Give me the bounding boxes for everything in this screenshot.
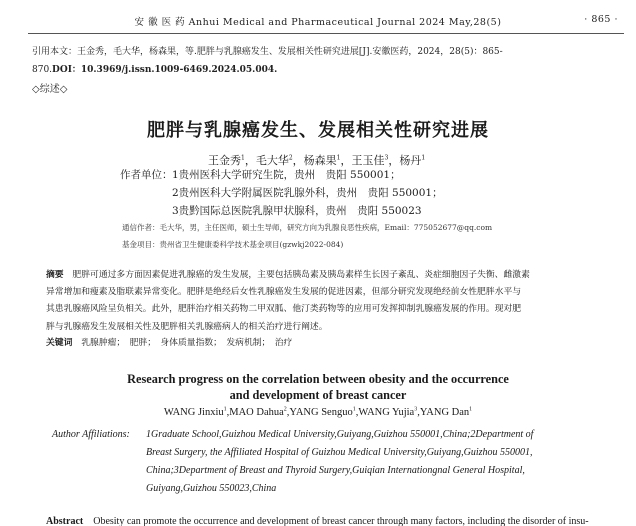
citation-doi[interactable]: DOI：10.3969/j.issn.1009-6469.2024.05.004.: [52, 65, 278, 75]
author-en: MAO Dahua$^2$: [229, 406, 287, 418]
citation-pages-end: 870.: [32, 65, 53, 75]
affiliations-label: Author Affiliations:: [52, 429, 130, 440]
authors-english: WANG Jinxiu$^1$,MAO Dahua$^2$,YANG Senguo$^1$,WANG Yujia$^3$,YANG Dan$^1$: [163, 406, 473, 418]
abstract-en-text: Obesity can promote the occurrence and development of breast cancer through many factors, including the disorder of insu-: [93, 516, 589, 526]
affiliation-line-4: Guiyang,Guizhou 550023,China: [146, 483, 277, 494]
author-cn: 王金秀$^1$: [208, 154, 245, 167]
author-en: WANG Jinxiu$^1$: [163, 406, 227, 418]
author-cn: 杨丹$^1$: [399, 154, 426, 167]
abstract-en-label: Abstract: [46, 516, 84, 526]
abstract-cn-line: 异常增加和瘦素及脂联素异常变化。肥胖是绝经后女性乳腺癌发生发展的促进因素，但部分研究发现绝经前女性肥胖水平与: [46, 287, 522, 298]
correspondence: 通信作者：毛大华，男，主任医师，硕士生导师，研究方向为乳腺良恶性疾病，Email：775052677@qq.com: [122, 223, 493, 232]
citation-line-2: [32, 62, 277, 75]
author-en: YANG Senguo$^1$: [289, 406, 356, 418]
header-rule: [28, 33, 624, 34]
keywords-chinese: [46, 335, 292, 348]
affiliation-line-2: Breast Surgery, the Affiliated Hospital of Guizhou Medical University,Guiyang,Guizhou 550001,: [146, 447, 533, 458]
title-english-line-2: and development of breast cancer: [229, 388, 407, 402]
abstract-cn-label: 摘要: [46, 270, 64, 280]
abstract-cn-line: 胖与乳腺癌发生发展相关性及肥胖相关乳腺癌病人的相关治疗进行阐述。: [46, 321, 328, 332]
author-en: YANG Dan$^1$: [419, 406, 473, 418]
affiliation-line-3: China;3Department of Breast and Thyroid Surgery,Guiqian Internationgnal General Hospital,: [146, 465, 525, 476]
section-tag: ◇综述◇: [32, 84, 68, 95]
author-cn: 毛大华$^2$: [255, 154, 293, 167]
unit-line-1: 1贵州医科大学研究生院，贵州 贵阳 550001；: [172, 169, 401, 181]
units-label: 作者单位：: [120, 169, 173, 181]
abstract-english: [46, 512, 589, 526]
affiliation-line-1: 1Graduate School,Guizhou Medical University,Guiyang,Guizhou 550001,China;2Department of: [146, 429, 534, 440]
unit-line-3: 3贵黔国际总医院乳腺甲状腺科，贵州 贵阳 550023: [172, 205, 422, 217]
abstract-chinese: [46, 267, 606, 336]
abstract-cn-line: 摘要 肥胖可通过多方面因素促进乳腺癌的发生发展，主要包括胰岛素及胰岛素样生长因子紊乱、炎症细胞因子失衡、雌激素: [46, 270, 530, 280]
keywords-cn-items: 乳腺肿瘤； 肥胖； 身体质量指数； 发病机制； 治疗: [81, 338, 293, 348]
citation-line-1: 引用本文：王金秀，毛大华，杨森果，等.肥胖与乳腺癌发生、发展相关性研究进展[J].安徽医药，2024，28(5)：865-: [32, 47, 503, 57]
title-english-line-1: Research progress on the correlation between obesity and the occurrence: [127, 372, 509, 386]
title-chinese: 肥胖与乳腺癌发生、发展相关性研究进展: [147, 120, 489, 141]
funding: 基金项目：贵州省卫生健康委科学技术基金项目(gzwkj2022-084): [122, 240, 344, 249]
keywords-cn-label: 关键词: [46, 338, 73, 348]
abstract-cn-line: 其患乳腺癌风险呈负相关。此外，肥胖治疗相关药物二甲双胍、他汀类药物等的应用可发挥抑制乳腺癌发展的作用。现对肥: [46, 304, 522, 315]
page-number: · 865 ·: [584, 14, 618, 25]
authors-chinese: 王金秀$^1$，毛大华$^2$，杨森果$^1$，王玉佳$^3$，杨丹$^1$: [208, 154, 426, 167]
running-header: 安 徽 医 药 Anhui Medical and Pharmaceutical Journal 2024 May,28(5): [134, 17, 502, 28]
author-cn: 杨森果$^1$: [303, 154, 341, 167]
author-en: WANG Yujia$^3$: [358, 406, 418, 418]
author-cn: 王玉佳$^3$: [351, 154, 389, 167]
unit-line-2: 2贵州医科大学附属医院乳腺外科，贵州 贵阳 550001；: [172, 187, 443, 199]
